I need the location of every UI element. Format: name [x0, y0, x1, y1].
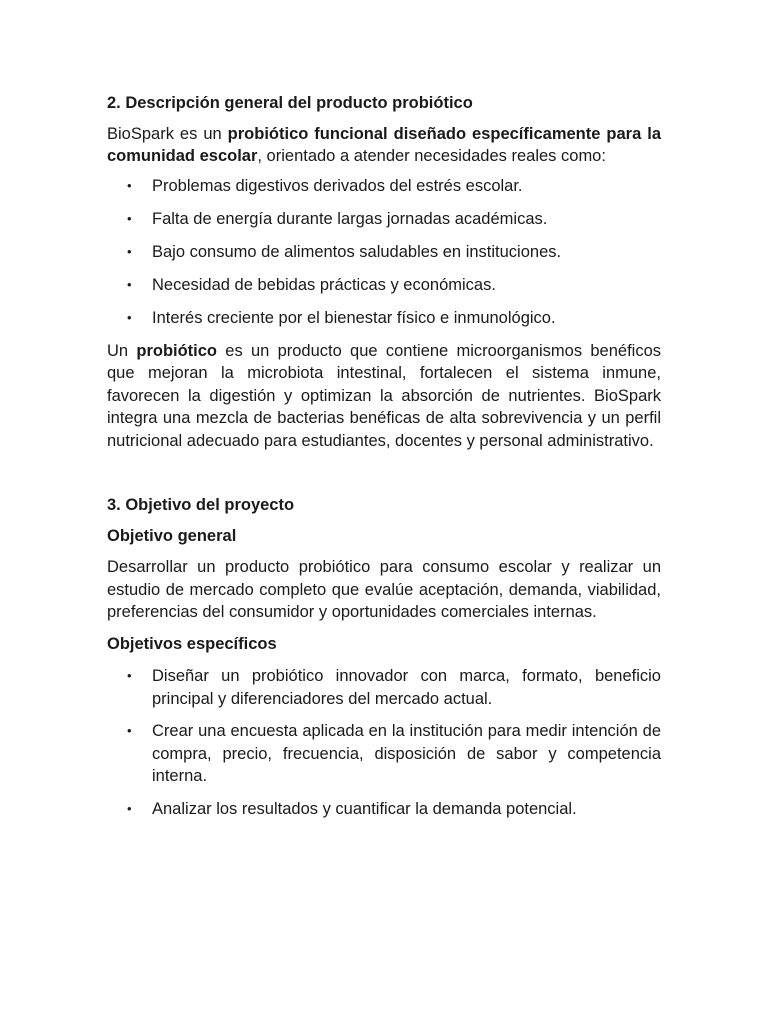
- general-objective-heading: Objetivo general: [107, 526, 237, 545]
- needs-list: [107, 175, 661, 330]
- needs-list-item: • Necesidad de bebidas prácticas y económicas.: [107, 274, 661, 297]
- document-page: [107, 92, 661, 830]
- intro-text-start: BioSpark es un: [107, 124, 228, 143]
- probiotic-definition-paragraph: [107, 340, 661, 453]
- needs-list-item: • Bajo consumo de alimentos saludables en instituciones.: [107, 241, 661, 264]
- needs-list-item: • Interés creciente por el bienestar físico e inmunológico.: [107, 307, 661, 330]
- definition-bold-term: probiótico: [136, 341, 218, 360]
- intro-bold-text: probiótico funcional diseñado específicamente para la comunidad escolar: [107, 124, 661, 165]
- specific-objective-item: • Analizar los resultados y cuantificar la demanda potencial.: [107, 798, 661, 821]
- needs-list-item: • Falta de energía durante largas jornadas académicas.: [107, 208, 661, 231]
- specific-objectives-heading: Objetivos específicos: [107, 634, 277, 653]
- intro-text-end: , orientado a atender necesidades reales como:: [257, 147, 606, 165]
- definition-text-start: Un: [107, 341, 137, 360]
- definition-text-end: es un producto que contiene microorganismos benéficos que mejoran la microbiota intestinal, fortalecen el sistema inmune, favorecen la digestión y optimizan la absorción de nutrientes. BioSpark integra una mezcla de bacterias benéficas de alta sobrevivencia y un perfil nutricional adecuado para estudiantes, docentes y personal administrativo.: [107, 341, 661, 450]
- specific-objectives-list: [107, 665, 661, 820]
- specific-objective-item: • Diseñar un probiótico innovador con marca, formato, beneficio principal y diferenciadores del mercado actual.: [107, 665, 661, 710]
- section-2-intro-paragraph: [107, 123, 661, 168]
- general-objective-paragraph: Desarrollar un producto probiótico para consumo escolar y realizar un estudio de mercado completo que evalúe aceptación, demanda, viabilidad, preferencias del consumidor y oportunidades comerciales internas.: [107, 558, 661, 621]
- section-3-heading: 3. Objetivo del proyecto: [107, 496, 295, 514]
- specific-objective-item: • Crear una encuesta aplicada en la institución para medir intención de compra, precio, frecuencia, disposición de sabor y competencia interna.: [107, 720, 661, 788]
- needs-list-item: • Problemas digestivos derivados del estrés escolar.: [107, 175, 661, 198]
- section-2-heading: 2. Descripción general del producto probiótico: [107, 94, 473, 112]
